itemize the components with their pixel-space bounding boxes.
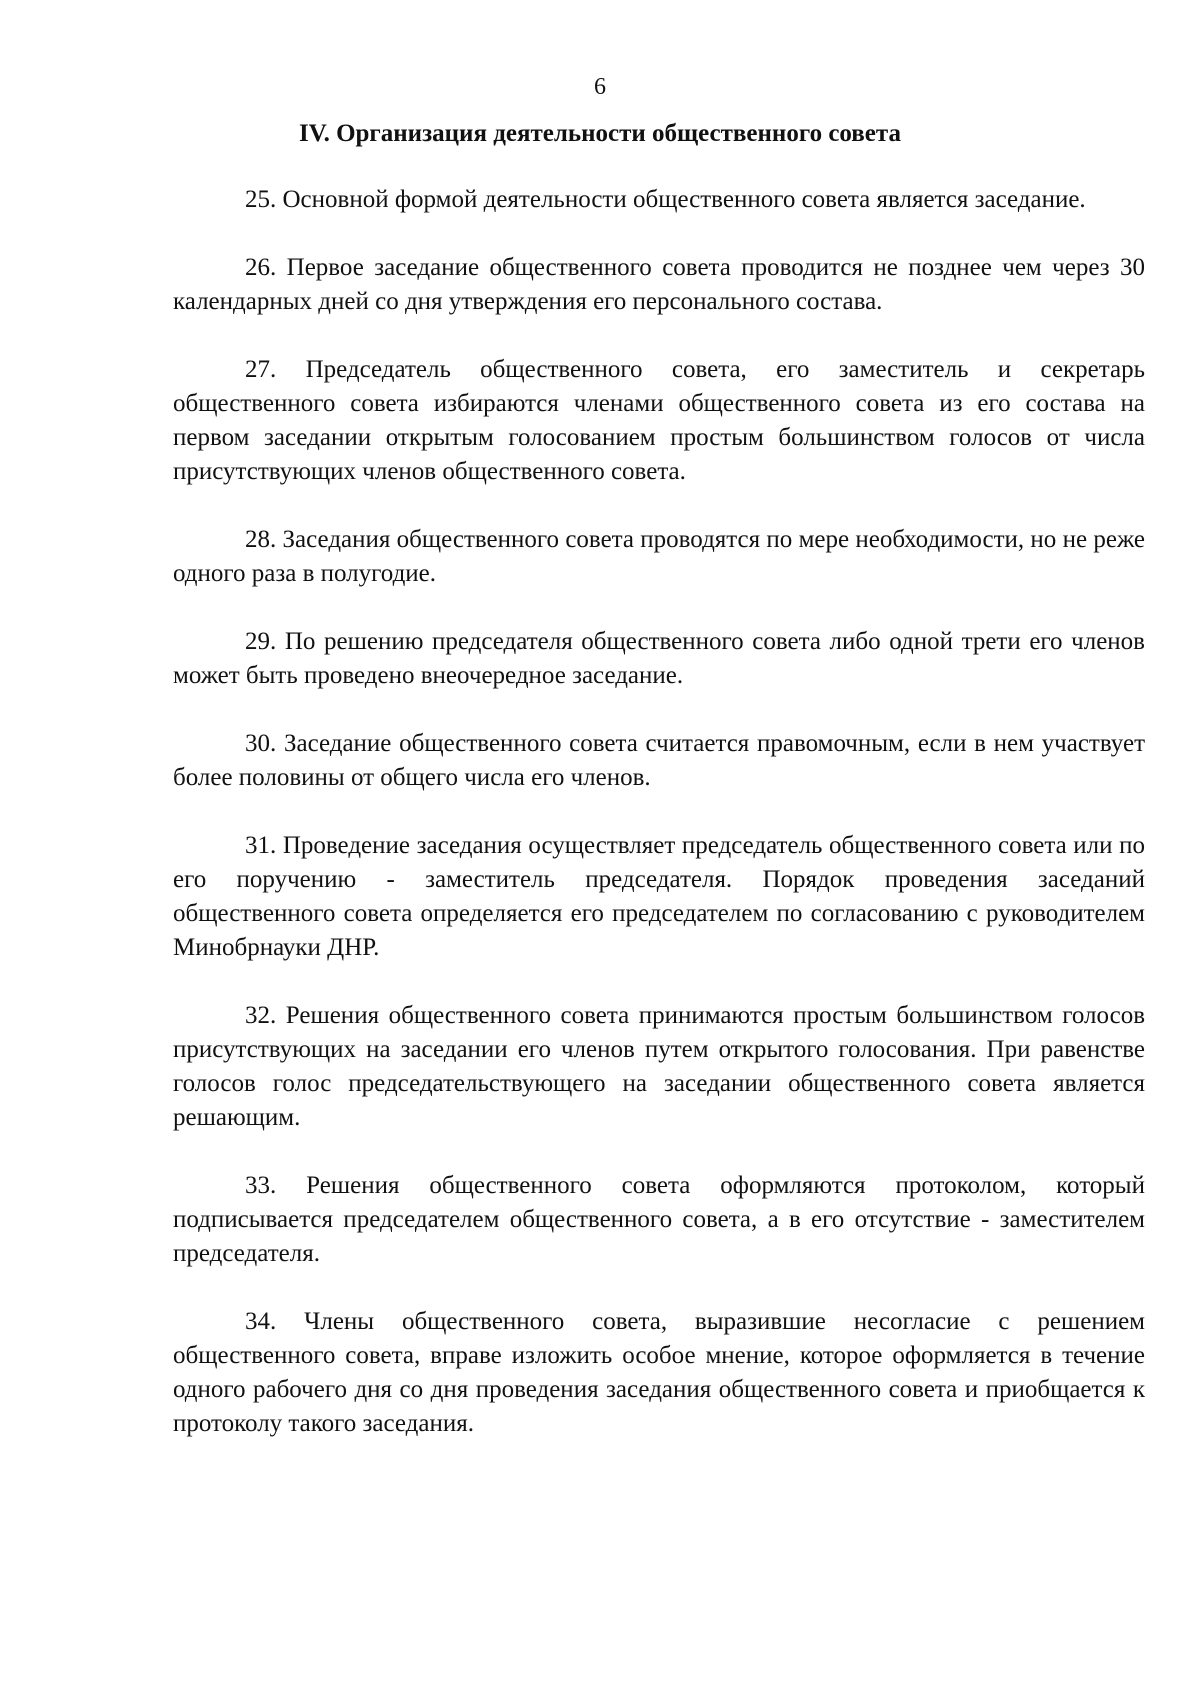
paragraph-26: 26. Первое заседание общественного совета проводится не позднее чем через 30 календарных дней со дня утверждения его персонального состава. <box>173 254 1145 315</box>
paragraph-33: 33. Решения общественного совета оформляются протоколом, который подписывается председателем общественного совета, а в его отсутствие - заместителем председателя. <box>173 1172 1145 1267</box>
page-number: 6 <box>594 74 606 100</box>
paragraph-30: 30. Заседание общественного совета считается правомочным, если в нем участвует более половины от общего числа его членов. <box>173 730 1145 791</box>
paragraph-31: 31. Проведение заседания осуществляет председатель общественного совета или по его поручению - заместитель председателя. Порядок проведения заседаний общественного совета определяется его председателем по согласованию с руководителем Минобрнауки ДНР. <box>173 832 1145 961</box>
paragraph-29: 29. По решению председателя общественного совета либо одной трети его членов может быть проведено внеочередное заседание. <box>173 628 1145 689</box>
paragraph-27: 27. Председатель общественного совета, его заместитель и секретарь общественного совета избираются членами общественного совета из его состава на первом заседании открытым голосованием простым большинством голосов от числа присутствующих членов общественного совета. <box>173 356 1145 485</box>
document-body <box>173 183 1145 1475</box>
paragraph-34: 34. Члены общественного совета, выразившие несогласие с решением общественного совета, вправе изложить особое мнение, которое оформляется в течение одного рабочего дня со дня проведения заседания общественного совета и приобщается к протоколу такого заседания. <box>173 1308 1145 1437</box>
paragraph-25: 25. Основной формой деятельности общественного совета является заседание. <box>245 186 1086 213</box>
section-title: IV. Организация деятельности общественного совета <box>299 120 901 147</box>
paragraph-32: 32. Решения общественного совета принимаются простым большинством голосов присутствующих на заседании его членов путем открытого голосования. При равенстве голосов голос председательствующего на заседании общественного совета является решающим. <box>173 1002 1145 1131</box>
paragraph-28: 28. Заседания общественного совета проводятся по мере необходимости, но не реже одного раза в полугодие. <box>173 526 1145 587</box>
